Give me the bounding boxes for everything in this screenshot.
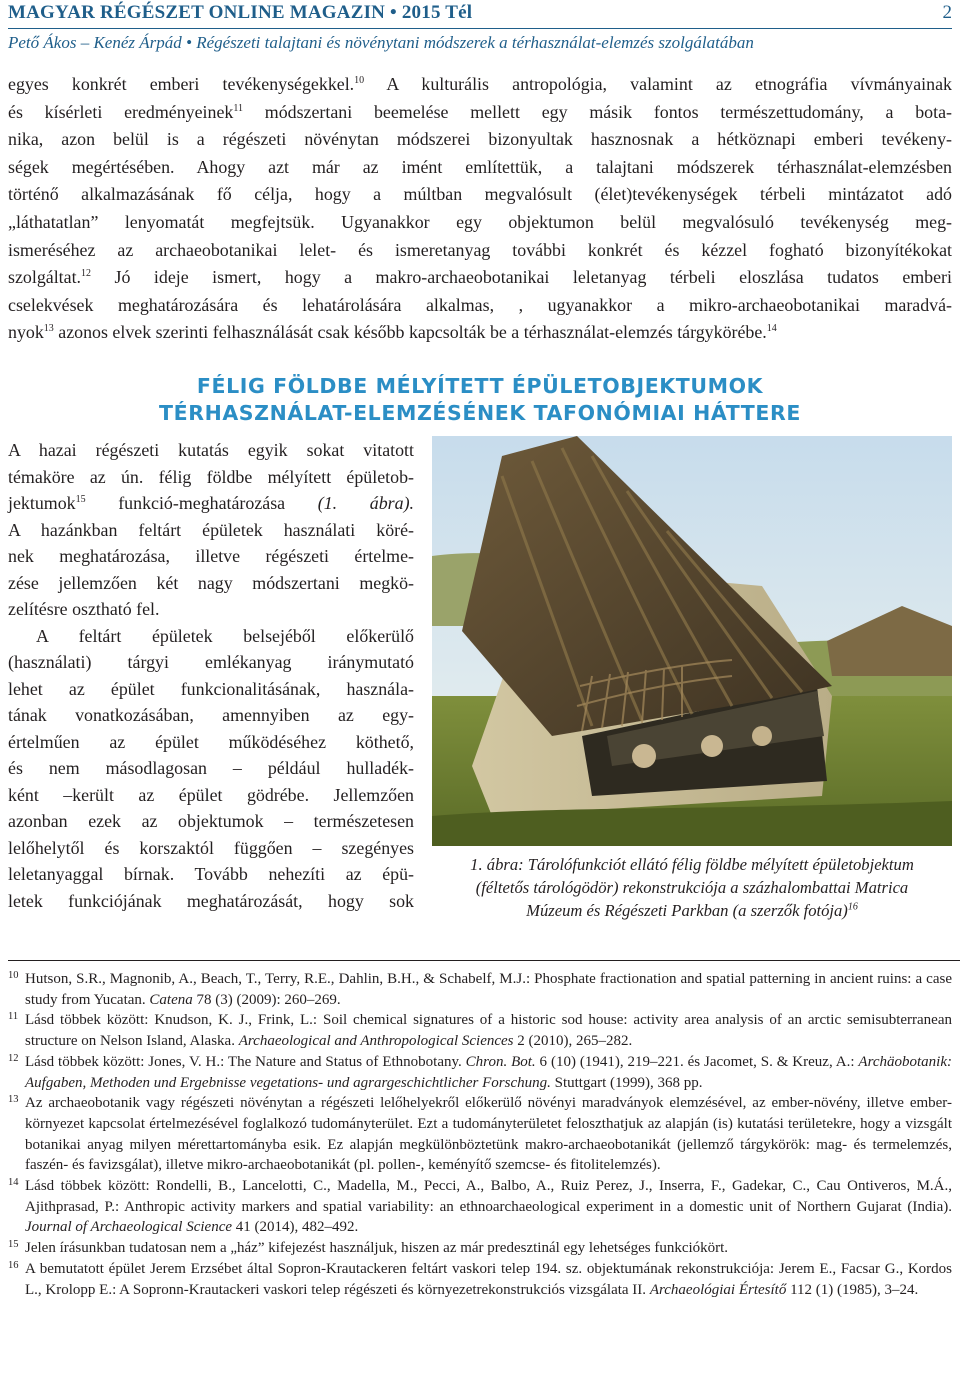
footnote [8,969,952,1010]
text-line: egyes konkrét emberi tevékenységekkel.$^{10}$ A kulturális antropológia, valamint az etnográfia vívmányainak [8,74,952,94]
footnote-ref[interactable]: 10 [354,75,365,87]
footnote-number: 16 [8,1259,19,1271]
text-line: „láthatatlan” lenyomatát megfejtsük. Ugyanakkor egy objektumon belül megvalósuló tevékenység meg- [8,211,952,232]
footnote-number: 10 [8,970,19,981]
footnote-number: 12 [8,1052,19,1064]
footnote-ref[interactable]: 16 [847,901,858,913]
footnote-ref[interactable]: 13 [43,323,54,335]
footnote-ref[interactable]: 14 [766,323,777,335]
footnote [8,1010,952,1051]
header-rule [8,28,952,29]
text-line: lelőhelytől és korszaktól függően – szegényes [8,837,414,858]
text-line: történő alkalmazásának fő célja, hogy a múltban megvalósult (élet)tevékenységek térbeli mintázatot adó [8,184,952,205]
footnote-number: 14 [8,1177,19,1189]
footnote-number: 15 [8,1239,19,1251]
reconstruction-photo-illustration [432,436,952,846]
footnotes [8,969,952,1300]
footnote-text: Lásd többek között: Rondelli, B., Lancelotti, C., Madella, M., Pecci, A., Balbo, A., Ruiz Perez, J., Inserra, F., Gadekar, C., Cau Ontiveros, M.Á., Ajithprasad, P.: Anthropic activity markers and spatial variability: an ethnoarchaeological experiment in a domestic unit of Northern Gujarat (India). Journal of Archaeological Science 41 (2014), 482–492. [25,1178,952,1236]
footnote-text: Lásd többek között: Jones, V. H.: The Nature and Status of Ethnobotany. Chron. Bot. 6 (10) (1941), 219–221. és Jacomet, S. & Kreuz, A.: Archäobotanik: Aufgaben, Methoden und Ergebnisse vegetations- und agrargeschichtlicher Forschung. Stuttgart (1999), 368 pp. [25,1053,952,1091]
caption-line: 1. ábra: Tárolófunkciót ellátó félig földbe mélyített épületobjektum [470,855,914,874]
text-line: és nem másodlagosan – például hulladék- [8,758,414,778]
footnote [8,1259,952,1300]
footnote-ref[interactable]: 11 [233,102,243,114]
footnote-ref[interactable]: 12 [81,268,92,280]
text-line: zése jellemzően két nagy módszertani megkö- [8,572,414,593]
text-line: (használati) tárgyi emlékanyag iránymutató [8,652,414,672]
footnote-text: Jelen írásunkban tudatosan nem a „ház” kifejezést használjuk, hiszen az már predesztinál egy lehetséges funkciókört. [25,1240,729,1257]
figure-photo [432,436,952,846]
page-number: 2 [942,2,952,23]
section-heading-line: TÉRHASZNÁLAT-ELEMZÉSÉNEK TAFONÓMIAI HÁTTERE [159,401,801,425]
left-column-text [8,437,414,914]
footnote-text: Hutson, S.R., Magnonib, A., Beach, T., Terry, R.E., Dahlin, B.H., & Schabelf, M.J.: Phosphate fractionation and spatial patterning in ancient ruins: a case study from Yucatan. Catena 78 (3) (2009): 260–269. [25,971,952,1008]
text-line: nek meghatározása, illetve régészeti értelme- [8,546,414,566]
magazine-title: MAGYAR RÉGÉSZET ONLINE MAGAZIN • 2015 Tél [8,2,473,23]
text-line: A feltárt épületek belsejéből előkerülő [36,625,414,646]
figure-caption [432,853,952,922]
text-line: jektumok$^{15}$ funkció-meghatározása (1. ábra). [8,493,415,513]
text-line: ségek megértésében. Ahogy azt már az imént említettük, a talajtani módszerek térhasználat-elemzésben [8,156,952,177]
footnote-number: 11 [8,1011,19,1023]
text-line: letek funkciójának meghatározását, hogy sok [8,890,414,911]
text-line: témaköre az ún. félig földbe mélyített épületob- [8,466,414,487]
intro-paragraph [8,71,952,347]
page-header [8,0,952,30]
figure-ref[interactable]: (1. ábra). [317,493,415,513]
caption-line: Múzeum és Régészeti Parkban (a szerzők fotója)$^{16}$ [526,901,858,920]
text-line: szolgáltat.$^{12}$ Jó ideje ismert, hogy a makro-archaeobotanikai leletanyag térbeli eloszlása tudatos emberi [8,267,952,288]
section-heading-line: FÉLIG FÖLDBE MÉLYÍTETT ÉPÜLETOBJEKTUMOK [196,374,764,398]
footnote-ref[interactable]: 15 [75,494,86,506]
footnote-separator [8,960,960,961]
text-line: A hazánkban feltárt épületek használati köré- [8,519,414,540]
footnote [8,1052,952,1093]
footnote-text: A bemutatott épület Jerem Erzsébet által Sopron-Krautackeren feltárt vaskori telep 194. sz. objektumának rekonstrukciója: Jerem E., Facsar G., Kordos L., Krolopp E.: A Sopronn-Krautackeri vaskori telep régészeti és környezetrekonstrukciós vizsgálata II. Archaeológiai Értesítő 112 (1) (1985), 3–24. [25,1260,952,1298]
footnote [8,1238,952,1259]
text-line: nyok$^{13}$ azonos elvek szerinti felhasználását csak később kapcsolták be a térhasználat-elemzés tárgykörébe.$^{14}$ [8,322,777,343]
text-line: és kísérleti eredményeinek$^{11}$ módszertani beemelése mellett egy másik fontos természettudomány, a bota- [8,101,952,122]
text-line: azonban ezek az objektumok – természetesen [8,811,414,831]
caption-line: (féltetős tárológödör) rekonstrukciója a százhalombattai Matrica [475,878,909,897]
text-line: cselekvések meghatározására és lehatárolására alkalmas, , ugyanakkor a mikro-archaeobotanikai maradvá- [8,294,952,315]
text-line: ismeréséhez az archaeobotanikai lelet- és ismeretanyag további konkrét és kézzel fogható bizonyítékokat [8,239,952,260]
footnote-text: Az archaeobotanik vagy régészeti növénytan a régészeti lelőhelyekről előkerülő növényi maradványok elemzésével, az ember-növény, illetve ember-környezet kapcsolat értelmezésével foglalkozó tudományterület. Ezt a tudományterületet feloszthatjuk az alapján (is) kutatási területekre, hogy a vizsgált botanikai anyag milyen mérettartományba esik. Ez alapján megkülönböztetünk makro-archaeobotanikát (jellemző tárgykörök: mag- és termelemzés, faszén- és favizsgálat), illetve mikro-archaeobotanikát (pl. pollen-, keményítő szemcse- és fitolitelemzés). [25,1095,952,1174]
text-line: ként –került az épület gödrébe. Jellemzően [8,784,414,805]
text-line: tának vonatkozásában, amennyiben az egy- [8,705,414,725]
footnote-number: 13 [8,1094,19,1106]
text-line: leletanyaggal bírnak. Tovább nehezíti az épü- [8,864,414,884]
footnote-text: Lásd többek között: Knudson, K. J., Frink, L.: Soil chemical signatures of a historic sod house: activity area analysis of an arctic semisubterranean structure on Nelson Island, Alaska. Archaeological and Anthropological Sciences 2 (2010), 265–282. [25,1012,952,1050]
text-line: értelműen az épület működéséhez köthető, [8,731,414,752]
article-running-title: Pető Ákos – Kenéz Árpád • Régészeti talajtani és növénytani módszerek a térhasználat-elemzés szolgálatában [8,33,754,52]
text-line: nika, azon belül is a régészeti növénytan módszerei bizonyultak hasznosnak a hétköznapi emberi tevékeny- [8,129,952,150]
text-line: zelítésre osztható fel. [8,599,160,619]
text-line: lehet az épület funkcionalitásának, használa- [8,678,414,699]
footnote [8,1176,952,1238]
section-heading [0,373,960,427]
footnote [8,1093,952,1176]
text-line: A hazai régészeti kutatás egyik sokat vitatott [8,440,414,460]
